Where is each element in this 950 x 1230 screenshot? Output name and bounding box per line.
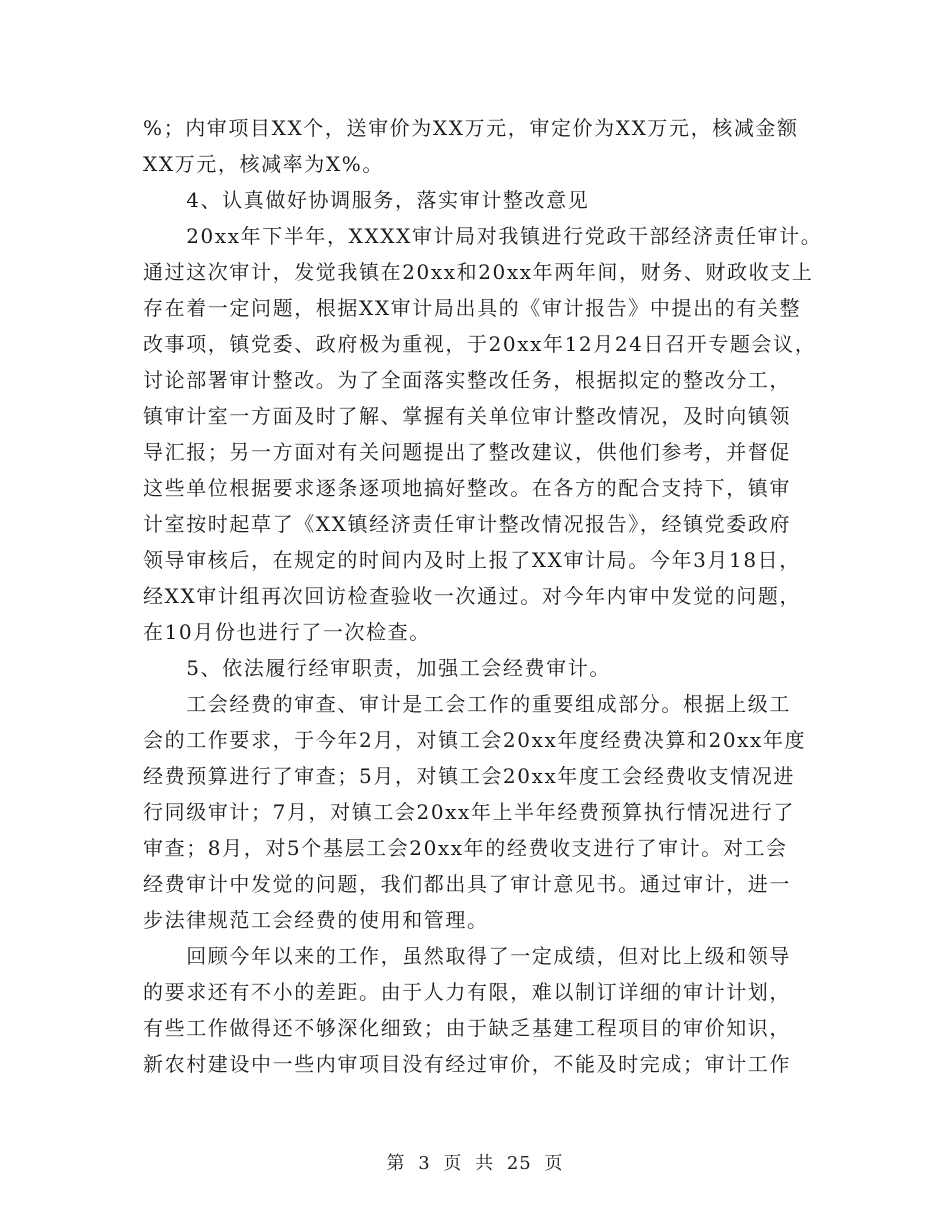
text-line: 审查；8月，对5个基层工会20xx年的经费收支进行了审计。对工会 bbox=[143, 836, 788, 860]
text-line: %；内审项目XX个，送审价为XX万元，审定价为XX万元，核减金额 bbox=[143, 116, 799, 140]
text-line: 行同级审计；7月，对镇工会20xx年上半年经费预算执行情况进行了 bbox=[143, 800, 795, 824]
text-line: 计室按时起草了《XX镇经济责任审计整改情况报告》，经镇党委政府 bbox=[143, 512, 792, 536]
text-line: 工会经费的审查、审计是工会工作的重要组成部分。根据上级工 bbox=[143, 692, 791, 716]
text-line: 经XX审计组再次回访检查验收一次通过。对今年内审中发觉的问题， bbox=[143, 584, 802, 608]
text-line: 领导审核后，在规定的时间内及时上报了XX审计局。今年3月18日， bbox=[143, 548, 801, 572]
text-line: 新农村建设中一些内审项目没有经过审价，不能及时完成；审计工作 bbox=[143, 1052, 791, 1076]
text-line: 的要求还有不小的差距。由于人力有限，难以制订详细的审计计划， bbox=[143, 980, 791, 1004]
text-line: 经费审计中发觉的问题，我们都出具了审计意见书。通过审计，进一 bbox=[143, 872, 791, 896]
text-line: 导汇报；另一方面对有关问题提出了整改建议，供他们参考，并督促 bbox=[143, 440, 791, 464]
text-line: 改事项，镇党委、政府极为重视，于20xx年12月24日召开专题会议， bbox=[143, 332, 817, 356]
text-line: 会的工作要求，于今年2月，对镇工会20xx年度经费决算和20xx年度 bbox=[143, 728, 807, 752]
text-line: XX万元，核减率为X%。 bbox=[143, 152, 384, 176]
text-line: 经费预算进行了审查；5月，对镇工会20xx年度工会经费收支情况进 bbox=[143, 764, 795, 788]
text-line: 通过这次审计，发觉我镇在20xx和20xx年两年间，财务、财政收支上 bbox=[143, 260, 814, 284]
text-line: 存在着一定问题，根据XX审计局出具的《审计报告》中提出的有关整 bbox=[143, 296, 802, 320]
page-number: 第 3 页 共 25 页 bbox=[386, 1153, 564, 1174]
section-heading: 4、认真做好协调服务，落实审计整改意见 bbox=[143, 188, 590, 212]
text-line: 有些工作做得还不够深化细致；由于缺乏基建工程项目的审价知识， bbox=[143, 1016, 791, 1040]
section-heading: 5、依法履行经审职责，加强工会经费审计。 bbox=[143, 656, 611, 680]
text-line: 20xx年下半年，XXXX审计局对我镇进行党政干部经济责任审计。 bbox=[143, 224, 823, 248]
text-line: 这些单位根据要求逐条逐项地搞好整改。在各方的配合支持下，镇审 bbox=[143, 476, 791, 500]
text-line: 步法律规范工会经费的使用和管理。 bbox=[143, 908, 489, 932]
text-line: 讨论部署审计整改。为了全面落实整改任务，根据拟定的整改分工， bbox=[143, 368, 791, 392]
text-line: 镇审计室一方面及时了解、掌握有关单位审计整改情况，及时向镇领 bbox=[143, 404, 791, 428]
text-line: 在10月份也进行了一次检查。 bbox=[143, 620, 431, 644]
text-line: 回顾今年以来的工作，虽然取得了一定成绩，但对比上级和领导 bbox=[143, 944, 791, 968]
